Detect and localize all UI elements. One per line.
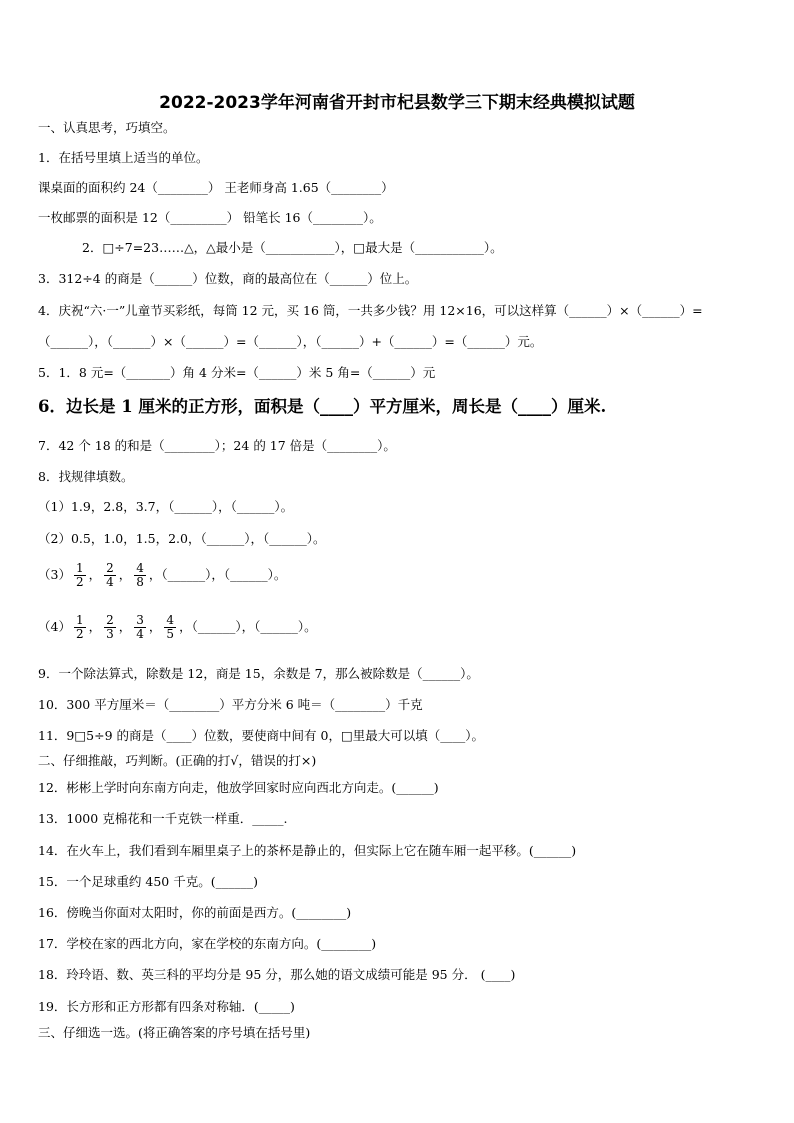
question-7: 7．42 个 18 的和是（________）；24 的 17 倍是（________）。 [38,438,396,453]
fraction: $\frac{4}{5}$ [166,613,175,641]
question-4a: 4．庆祝“六·一”儿童节买彩纸，每筒 12 元，买 16 筒，一共多少钱？用 12×16，可以这样算（______）×（______）= [38,303,703,318]
question-8-1: （1）1.9，2.8，3.7，（______），（______）。 [38,499,294,514]
fraction: $\frac{2}{3}$ [106,613,114,641]
question-11: 11．9□5÷9 的商是（____）位数，要使商中间有 0，□里最大可以填（____）。 [38,728,485,743]
question-1: 1．在括号里填上适当的单位。 [38,150,209,165]
question-2: 2．□÷7=23……△，△最小是（___________），□最大是（___________）。 [82,240,503,255]
section-2-heading: 二、仔细推敲，巧判断。(正确的打√，错误的打×) [38,753,317,768]
fraction: $\frac{1}{2}$ [75,561,84,589]
question-18: 18．玲玲语、数、英三科的平均分是 95 分，那么她的语文成绩可能是 95 分． (____) [38,967,516,982]
fraction: $\frac{1}{2}$ [75,613,84,641]
question-8-4: （4） $\frac{1}{2}$ ， $\frac{2}{3}$ ， $\frac{3}{4}$ ， $\frac{4}{5}$ ，（______），（______）。 [38,613,317,641]
section-1-heading: 一、认真思考，巧填空。 [38,120,176,135]
question-8-2: （2）0.5，1.0，1.5，2.0，（______），（______）。 [38,531,326,546]
question-4b: （______），（______）×（______）=（______），（______）+（______）=（______）元。 [38,334,543,349]
question-13: 13．1000 克棉花和一千克铁一样重．_____. [38,811,288,826]
question-1b: 一枚邮票的面积是 12（_________） 铅笔长 16（________）。 [38,210,382,225]
question-3: 3．312÷4 的商是（______）位数，商的最高位在（______）位上。 [38,271,418,286]
question-16: 16．傍晚当你面对太阳时，你的前面是西方。(________) [38,905,352,920]
question-14: 14．在火车上，我们看到车厢里桌子上的茶杯是静止的，但实际上它在随车厢一起平移。(______) [38,843,577,858]
fraction: $\frac{3}{4}$ [136,613,144,641]
fraction: $\frac{4}{8}$ [136,561,144,589]
page-title: 2022-2023学年河南省开封市杞县数学三下期末经典模拟试题 [159,93,635,113]
question-15: 15．一个足球重约 450 千克。(______) [38,874,258,889]
question-12: 12．彬彬上学时向东南方向走，他放学回家时应向西北方向走。(______) [38,780,439,795]
question-17: 17．学校在家的西北方向，家在学校的东南方向。(________) [38,936,377,951]
question-8-3: （3） $\frac{1}{2}$ ， $\frac{2}{4}$ ， $\frac{4}{8}$ ，（______），（______）。 [38,561,287,589]
question-5: 5．1．8 元=（_______）角 4 分米=（______）米 5 角=（______）元 [38,365,436,380]
section-3-heading: 三、仔细选一选。(将正确答案的序号填在括号里) [38,1025,311,1040]
fraction: $\frac{2}{4}$ [106,561,114,589]
question-6: 6．边长是 1 厘米的正方形，面积是（____）平方厘米，周长是（____）厘米. [38,397,607,416]
question-1a: 课桌面的面积约 24（________） 王老师身高 1.65（________） [38,180,394,195]
question-8-3-tail: ，（______），（______）。 [148,567,287,582]
question-19: 19．长方形和正方形都有四条对称轴．(_____) [38,999,295,1014]
question-9: 9．一个除法算式，除数是 12，商是 15，余数是 7，那么被除数是（______）。 [38,666,479,681]
question-8: 8．找规律填数。 [38,469,134,484]
question-8-4-label: （4） [38,619,71,634]
question-10: 10．300 平方厘米＝（________）平方分米 6 吨＝（________）千克 [38,697,423,712]
question-8-3-label: （3） [38,567,71,582]
question-8-4-tail: ，（______），（______）。 [179,619,317,634]
